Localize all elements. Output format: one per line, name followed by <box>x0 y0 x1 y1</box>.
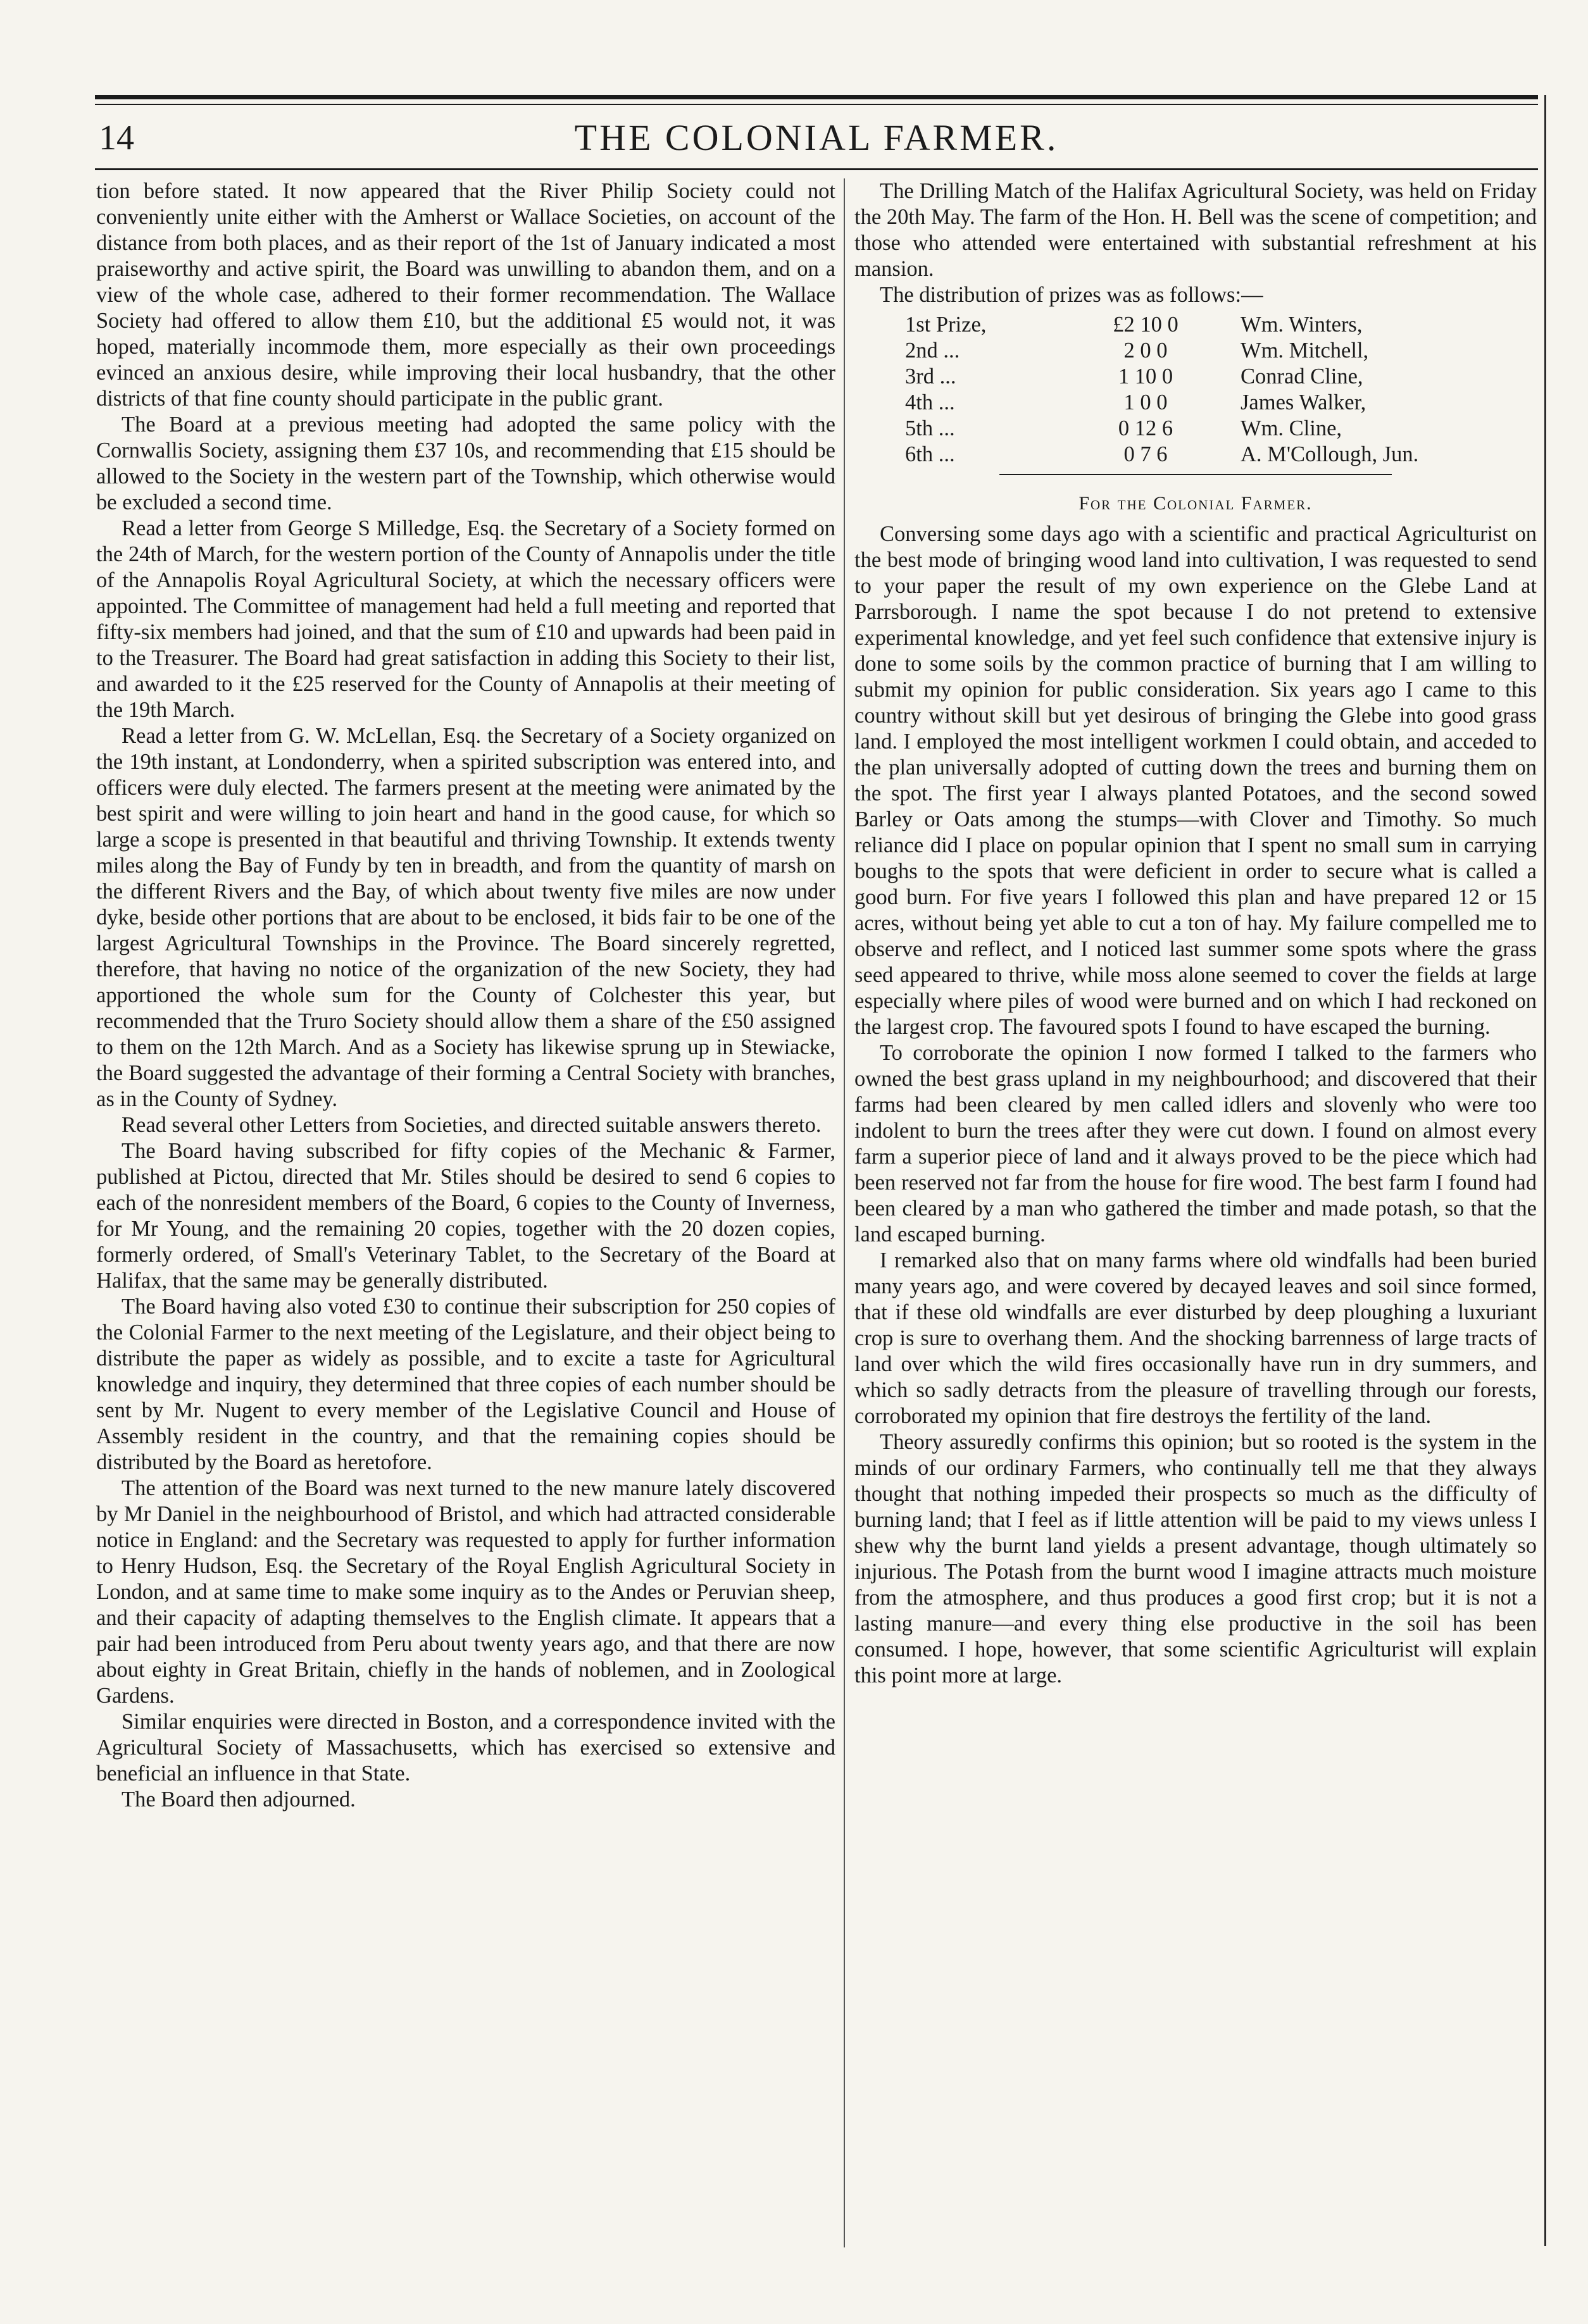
header-rule <box>95 168 1538 170</box>
page-edge-rule <box>1544 95 1546 2246</box>
paragraph: The Board having subscribed for fifty copies of the Mechanic & Farmer, published at Pictou, directed that Mr. Stiles should be desired to send 6 copies to each of the nonresident members of the Board, 6 copies to the County of Inverness, for Mr Young, and the remaining 20 copies, together with the 20 dozen copies, formerly ordered, of Small's Veterinary Tablet, to the Secretary of the Board at Halifax, that the same may be generally distributed. <box>96 1139 835 1293</box>
masthead-title: THE COLONIAL FARMER. <box>574 117 1059 158</box>
paragraph: tion before stated. It now appeared that the River Philip Society could not conveniently unite either with the Amherst or Wallace Societies, on account of the distance from both places, and as their report of the 1st of January indicated a most praiseworthy and active spirit, the Board was unwilling to abandon them, and on a view of the whole case, adhered to their former recommendation. The Wallace Society had offered to allow them £10, but the additional £5 would not, it was hoped, materially incommode them, more especially as their own proceedings evinced an anxious desire, while improving their local husbandry, that the other districts of that fine county should participate in the public grant. <box>96 179 835 411</box>
table-row <box>854 364 1537 390</box>
section-rule <box>999 474 1392 475</box>
prize-place: 3rd ... <box>905 364 956 388</box>
top-rule <box>95 95 1538 99</box>
prize-winner: A. M'Collough, Jun. <box>1241 442 1419 466</box>
prize-winner: Wm. Cline, <box>1241 416 1342 440</box>
table-row <box>854 338 1537 364</box>
paragraph: To corroborate the opinion I now formed I talked to the farmers who owned the best grass upland in my neighbourhood; and discovered that their farms had been cleared by men called idlers and slovenly who were too indolent to burn the trees after they were cut down. I found on almost every farm a superior piece of land and it always proved to be the piece which had been reserved not far from the house for fire wood. The best farm I found had been cleared by a man who gathered the timber and made potash, so that the land escaped burning. <box>854 1041 1537 1246</box>
column-divider <box>844 178 845 2247</box>
right-column <box>854 178 1537 2247</box>
table-row <box>854 312 1537 338</box>
section-heading: For the Colonial Farmer. <box>1078 493 1313 514</box>
paragraph: The Board then adjourned. <box>122 1787 356 1811</box>
paragraph: The attention of the Board was next turned to the new manure lately discovered by Mr Daniel in the neighbourhood of Bristol, and which had attracted considerable notice in England: and the Secretary was requested to apply for further information to Henry Hudson, Esq. the Secretary of the Royal English Agricultural Society in London, and at same time to make some inquiry as to the Andes or Peruvian sheep, and their capacity of adapting themselves to the English climate. It appears that a pair had been introduced from Peru about twenty years ago, and that there are now about eighty in Great Britain, chiefly in the hands of noblemen, and in Zoological Gardens. <box>96 1476 835 1708</box>
prize-place: 6th ... <box>905 442 955 466</box>
prize-winner: James Walker, <box>1241 390 1366 414</box>
paragraph: The Board at a previous meeting had adopted the same policy with the Cornwallis Society, assigning them £37 10s, and recommending that £15 should be allowed to the Society in the western part of the Township, which otherwise would be excluded a second time. <box>96 413 835 514</box>
prize-winner: Wm. Mitchell, <box>1241 339 1369 363</box>
page-number: 14 <box>99 118 134 158</box>
paragraph: Read a letter from G. W. McLellan, Esq. the Secretary of a Society organized on the 19th instant, at Londonderry, when a spirited subscription was entered into, and officers were duly elected. The farmers present at the meeting were animated by the best spirit and were willing to join heart and hand in the good cause, for which so large a scope is presented in that beautiful and thriving Township. It extends twenty miles along the Bay of Fundy by ten in breadth, and from the quantity of marsh on the different Rivers and the Bay, of which about twenty five miles are now under dyke, beside other portions that are about to be enclosed, it bids fair to be one of the largest Agricultural Townships in the Province. The Board sincerely regretted, therefore, that having no notice of the organization of the new Society, they had apportioned the whole sum for the County of Colchester this year, but recommended that the Truro Society should allow them a share of the £50 assigned to them on the 12th March. And as a Society has likewise sprung up in Stewiacke, the Board suggested the advantage of their forming a Central Society with branches, as in the County of Sydney. <box>96 724 835 1111</box>
prize-amount: 0 12 6 <box>1118 416 1173 440</box>
prize-place: 2nd ... <box>905 339 960 363</box>
prize-amount: 0 7 6 <box>1123 442 1168 466</box>
prize-winner: Wm. Winters, <box>1241 313 1363 337</box>
paragraph: The distribution of prizes was as follows:— <box>880 283 1263 307</box>
prize-place: 5th ... <box>905 416 955 440</box>
paragraph: I remarked also that on many farms where old windfalls had been buried many years ago, and were covered by decayed leaves and soil since formed, that if these old windfalls are ever disturbed by deep ploughing a luxuriant crop is sure to overhang them. And the shocking barrenness of large tracts of land over which the wild fires occasionally have run in dry summers, and which so sadly detracts from the pleasure of travelling through our forests, corroborated my opinion that fire destroys the fertility of the land. <box>854 1248 1537 1428</box>
prize-winner: Conrad Cline, <box>1241 364 1363 388</box>
prize-amount: 1 0 0 <box>1123 390 1168 414</box>
prize-amount: £2 10 0 <box>1113 313 1178 337</box>
prize-place: 1st Prize, <box>905 313 987 337</box>
table-row <box>854 442 1537 468</box>
top-rule-thin <box>95 104 1538 105</box>
prize-table <box>854 312 1537 468</box>
paragraph: Read a letter from George S Milledge, Esq. the Secretary of a Society formed on the 24th of March, for the western portion of the County of Annapolis under the title of the Annapolis Royal Agricultural Society, at which the necessary officers were appointed. The Committee of management had held a full meeting and reported that fifty-six members had joined, and that the sum of £10 and upwards had been paid in to the Treasurer. The Board had great satisfaction in adding this Society to their list, and awarded to it the £25 reserved for the County of Annapolis at their meeting of the 19th March. <box>96 516 835 722</box>
paragraph: The Drilling Match of the Halifax Agricultural Society, was held on Friday the 20th May. The farm of the Hon. H. Bell was the scene of competition; and those who attended were entertained with substantial refreshment at his mansion. <box>854 179 1537 281</box>
paragraph: Read several other Letters from Societies, and directed suitable answers thereto. <box>122 1113 822 1137</box>
paragraph: Conversing some days ago with a scientific and practical Agriculturist on the best mode of bringing wood land into cultivation, I was requested to send to your paper the result of my own experience on the Glebe Land at Parrsborough. I name the spot because I do not pretend to extensive experimental knowledge, and yet feel such confidence that extensive injury is done to some soils by the common practice of burning that I am willing to submit my opinion for public consideration. Six years ago I came to this country without skill but yet desirous of bringing the Glebe into good grass land. I employed the most intelligent workmen I could obtain, and acceded to the plan universally adopted of cutting down the trees and burning them on the spot. The first year I always planted Potatoes, and the second sowed Barley or Oats among the stumps—with Clover and Timothy. So much reliance did I place on popular opinion that I spent no small sum in carrying boughs to the spots that were deficient in order to secure what is called a good burn. For five years I followed this plan and have prepared 12 or 15 acres, without being yet able to cut a ton of hay. My failure compelled me to observe and reflect, and I noticed last summer some spots where the grass seed appeared to thrive, while moss alone seemed to cover the fields at large especially where piles of wood were burned and on which I had reckoned on the largest crop. The favoured spots I found to have escaped the burning. <box>854 522 1537 1039</box>
table-row <box>854 390 1537 416</box>
prize-amount: 1 10 0 <box>1118 364 1173 388</box>
table-row <box>854 416 1537 442</box>
prize-amount: 2 0 0 <box>1123 339 1168 363</box>
paragraph: Theory assuredly confirms this opinion; but so rooted is the system in the minds of our ordinary Farmers, who continually tell me that they always thought that nothing impeded their prospects so much as the difficulty of burning land; that I feel as if little attention will be paid to my views unless I shew why the burnt land yields a present advantage, though ultimately so injurious. The Potash from the burnt wood I imagine attracts much moisture from the atmosphere, and thus produces a good first crop; but it is not a lasting manure—and every thing else productive in the soil has been consumed. I hope, however, that some scientific Agriculturist will explain this point more at large. <box>854 1430 1537 1687</box>
left-column <box>96 178 835 2247</box>
page-header <box>95 113 1538 163</box>
prize-place: 4th ... <box>905 390 955 414</box>
paragraph: Similar enquiries were directed in Boston, and a correspondence invited with the Agricultural Society of Massachusetts, which has exercised so extensive and beneficial an influence in that State. <box>96 1710 835 1786</box>
paragraph: The Board having also voted £30 to continue their subscription for 250 copies of the Colonial Farmer to the next meeting of the Legislature, and their object being to distribute the paper as widely as possible, and to excite a taste for Agricultural knowledge and inquiry, they determined that three copies of each number should be sent by Mr. Nugent to every member of the Legislative Council and House of Assembly resident in the country, and that the remaining copies should be distributed by the Board as heretofore. <box>96 1295 835 1474</box>
